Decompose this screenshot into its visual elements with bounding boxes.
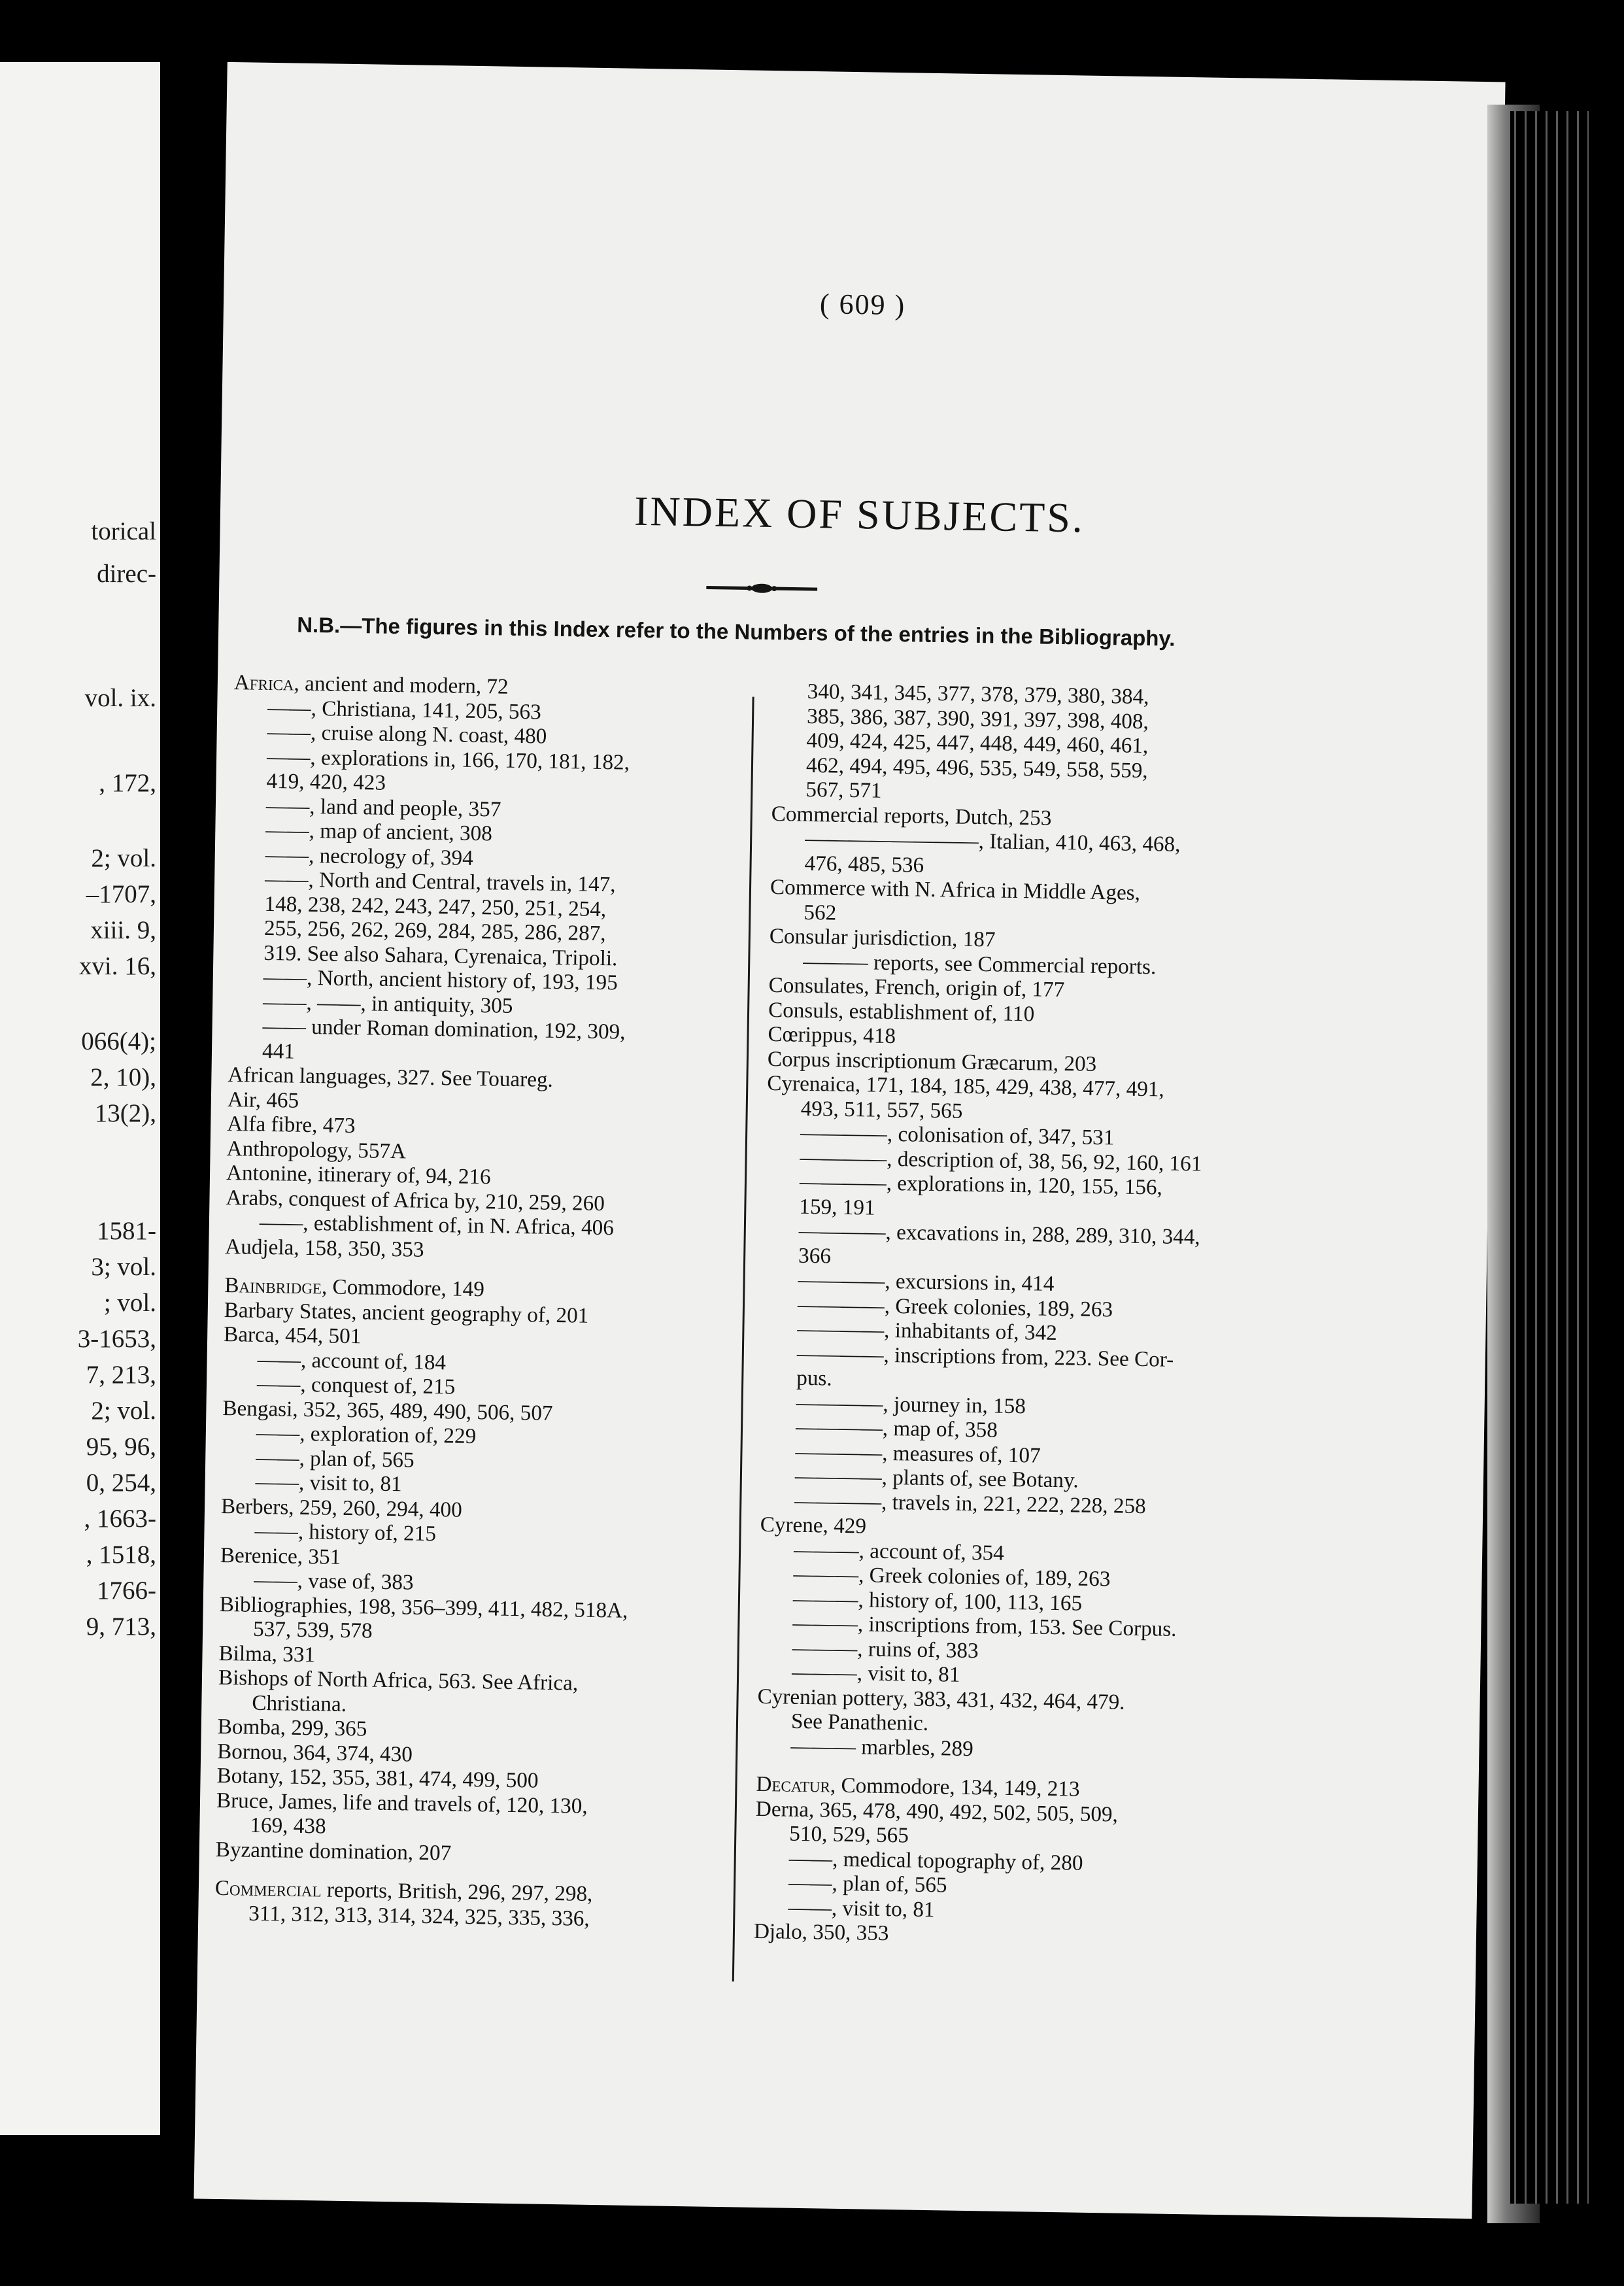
entry-text: ————, travels in, 221, 222, 228, 258 [794,1488,1146,1518]
entry-text: ——— reports, see Commercial reports. [803,949,1157,979]
entry-text: Corpus inscriptionum Græcarum, 203 [767,1046,1097,1076]
entry-text: ————, excursions in, 414 [798,1267,1055,1296]
entry-text: ———, account of, 354 [793,1537,1005,1565]
entry-text: ——, establishment of, in N. Africa, 406 [259,1210,615,1240]
entry-text: Bishops of North Africa, 563. See Africa, [218,1665,579,1696]
entry-text: 340, 341, 345, 377, 378, 379, 380, 384, [807,679,1149,709]
entry-text: Djalo, 350, 353 [753,1919,889,1946]
entry-text: 441 [262,1038,296,1064]
previous-page-line: 2, 10), [90,1063,156,1091]
entry-text: Consular jurisdiction, 187 [769,924,996,952]
entry-text: Antonine, itinerary of, 94, 216 [226,1161,491,1189]
previous-page-line: 7, 213, [86,1361,156,1389]
entry-text: 311, 312, 313, 314, 324, 325, 335, 336, [248,1901,590,1931]
entry-text: 409, 424, 425, 447, 448, 449, 460, 461, [806,728,1149,759]
previous-page-line: , 172, [99,769,156,797]
previous-page-line: 066(4); [81,1027,156,1055]
entry-text: ——— marbles, 289 [790,1733,974,1761]
entry-text: Barca, 454, 501 [223,1322,362,1349]
previous-page-line: 1581- [97,1217,156,1245]
entry-text: ——, North and Central, travels in, 147, [264,866,616,897]
entry-text: Christiana. [252,1690,347,1716]
entry-text: ——, necrology of, 394 [265,842,474,870]
previous-page-line: 3-1653, [77,1325,156,1353]
entry-text: ————, Greek colonies, 189, 263 [797,1292,1113,1322]
previous-page-line: 9, 713, [86,1612,156,1641]
entry-text: reports, British, 296, 297, 298, [321,1877,593,1906]
entry-text: ———, inscriptions from, 153. See Corpus. [792,1611,1177,1641]
entry-heading: Commercial [214,1875,322,1902]
entry-text: 510, 529, 565 [789,1821,909,1848]
entry-text: Air, 465 [227,1087,299,1113]
entry-text: Bilma, 331 [218,1641,316,1667]
entry-text: ——, land and people, 357 [265,793,501,822]
entry-text: Commercial reports, Dutch, 253 [771,801,1052,830]
previous-page-fragment [0,62,160,2135]
entry-text: ——, conquest of, 215 [256,1371,456,1399]
entry-text: ———, history of, 100, 113, 165 [792,1586,1083,1616]
previous-page-line: 1766- [97,1577,156,1605]
previous-page-line: 0, 254, [86,1469,156,1497]
previous-page-line: xvi. 16, [78,952,156,980]
entry-text: 366 [798,1243,832,1269]
entry-text: Cyrenaica, 171, 184, 185, 429, 438, 477, 491, [767,1071,1165,1102]
entry-text: , ancient and modern, 72 [294,671,509,699]
entry-text: 476, 485, 536 [804,851,924,878]
entry-text: ——, account of, 184 [257,1347,447,1374]
entry-text: ————, colonisation of, 347, 531 [800,1120,1115,1150]
entry-text: , Commodore, 149 [321,1274,485,1302]
entry-text: Bornou, 364, 374, 430 [216,1739,413,1767]
entry-text: 567, 571 [805,777,882,803]
entry-text: Audjela, 158, 350, 353 [225,1234,424,1262]
previous-page-line: 13(2), [94,1099,156,1127]
entry-text: ————, excavations in, 288, 289, 310, 344, [798,1218,1200,1250]
entry-text: 537, 539, 578 [252,1616,373,1643]
index-page [194,62,1505,2219]
entry-text: ———, Greek colonies of, 189, 263 [793,1561,1111,1592]
entry-text: Consuls, establishment of, 110 [768,997,1035,1026]
entry-text: ——, medical topography of, 280 [788,1846,1083,1875]
entry-text: ——, exploration of, 229 [256,1420,477,1449]
previous-page-line: 95, 96, [86,1433,156,1461]
previous-page-line: vol. ix. [84,684,156,712]
previous-page-line: torical [91,517,156,545]
entry-text: Berenice, 351 [220,1543,341,1569]
entry-text: See Panathenic. [790,1709,929,1736]
entry-text: ————, plants of, see Botany. [794,1463,1079,1493]
entry-text: ——, vase of, 383 [254,1567,414,1595]
page-title: INDEX OF SUBJECTS. [634,487,1085,541]
entry-text: 255, 256, 262, 269, 284, 285, 286, 287, [263,915,606,946]
previous-page-line: xiii. 9, [90,916,156,944]
entry-text: Anthropology, 557A [226,1136,407,1163]
entry-text: Bomba, 299, 365 [217,1714,367,1741]
entry-text: Commerce with N. Africa in Middle Ages, [770,875,1141,905]
previous-page-line: , 1663- [84,1505,156,1533]
entry-text: ————, journey in, 158 [796,1390,1026,1418]
entry-text: ——, plan of, 565 [255,1445,414,1473]
entry-text: ———, ruins of, 383 [792,1635,979,1663]
entry-text: Bibliographies, 198, 356–399, 411, 482, 518A, [219,1592,628,1623]
entry-text: Alfa fibre, 473 [226,1112,356,1138]
title-ornament [706,579,817,597]
entry-text: ——, cruise along N. coast, 480 [267,719,547,749]
entry-text: 319. See also Sahara, Cyrenaica, Tripoli. [263,940,618,970]
entry-heading: Africa [233,670,294,696]
entry-text: ——, history of, 215 [254,1518,437,1546]
entry-text: 419, 420, 423 [266,768,386,795]
index-note: N.B.—The figures in this Index refer to the Numbers of the entries in the Bibliography. [296,612,1176,651]
entry-text: ——, explorations in, 166, 170, 181, 182, [266,744,630,775]
index-column-left [214,670,754,1933]
book-edge [1510,111,1589,2204]
entry-heading: Decatur [756,1771,831,1798]
previous-page-line: 2; vol. [91,844,156,872]
entry-text: 562 [804,900,837,925]
entry-text: ——, visit to, 81 [788,1895,935,1922]
entry-text: Bruce, James, life and travels of, 120, 130, [216,1788,588,1818]
entry-text: ————, explorations in, 120, 155, 156, [799,1169,1163,1200]
entry-text: Bengasi, 352, 365, 489, 490, 506, 507 [222,1395,553,1425]
entry-text: , Commodore, 134, 149, 213 [830,1773,1080,1801]
entry-text: Botany, 152, 355, 381, 474, 499, 500 [216,1763,539,1793]
entry-text: African languages, 327. See Touareg. [228,1063,554,1092]
entry-text: 462, 494, 495, 496, 535, 549, 558, 559, [805,753,1148,783]
previous-page-line: , 1518, [86,1541,156,1569]
entry-text: Cyrenian pottery, 383, 431, 432, 464, 479. [757,1684,1125,1714]
entry-text: —— under Roman domination, 192, 309, [262,1014,626,1044]
entry-text: Consulates, French, origin of, 177 [768,973,1065,1002]
page-number: ( 609 ) [819,288,906,322]
entry-text: ——, Christiana, 141, 205, 563 [267,695,542,725]
entry-text: ——, North, ancient history of, 193, 195 [263,964,618,995]
previous-page-line: 3; vol. [91,1253,156,1281]
entry-text: ————, inscriptions from, 223. See Cor- [796,1341,1174,1372]
entry-text: ———, visit to, 81 [791,1660,960,1687]
entry-text: Byzantine domination, 207 [215,1837,452,1866]
entry-text: ——, map of ancient, 308 [265,817,493,846]
entry-text: Barbary States, ancient geography of, 201 [224,1297,589,1328]
entry-text: 148, 238, 242, 243, 247, 250, 251, 254, [264,891,607,921]
entry-text: 159, 191 [799,1194,875,1220]
entry-text: ————, inhabitants of, 342 [797,1316,1058,1346]
previous-page-line: 2; vol. [91,1397,156,1425]
previous-page-line: –1707, [86,880,156,908]
previous-page-line: ; vol. [103,1289,156,1317]
entry-text: Cœrippus, 418 [768,1022,896,1049]
entry-text: ——, plan of, 565 [788,1870,947,1898]
entry-text: Derna, 365, 478, 490, 492, 502, 505, 509, [755,1796,1119,1827]
entry-text: Berbers, 259, 260, 294, 400 [220,1493,463,1522]
entry-text: ————————, Italian, 410, 463, 468, [804,826,1181,857]
entry-text: Cyrene, 429 [760,1512,867,1539]
entry-text: 385, 386, 387, 390, 391, 397, 398, 408, [806,704,1149,734]
entry-text: ————, description of, 38, 56, 92, 160, 161 [800,1145,1202,1176]
index-column-right [754,679,1293,1952]
entry-heading: Bainbridge [224,1273,322,1299]
entry-text: ——, ——, in antiquity, 305 [262,989,513,1018]
entry-text: ————, map of, 358 [795,1414,998,1442]
previous-page-line: direc- [97,560,156,588]
entry-text: 493, 511, 557, 565 [800,1096,963,1123]
entry-text: 169, 438 [250,1813,326,1839]
entry-text: ————, measures of, 107 [795,1439,1041,1468]
entry-text: Arabs, conquest of Africa by, 210, 259, 260 [226,1185,605,1216]
entry-text: ——, visit to, 81 [255,1469,402,1497]
entry-text: pus. [796,1365,832,1391]
